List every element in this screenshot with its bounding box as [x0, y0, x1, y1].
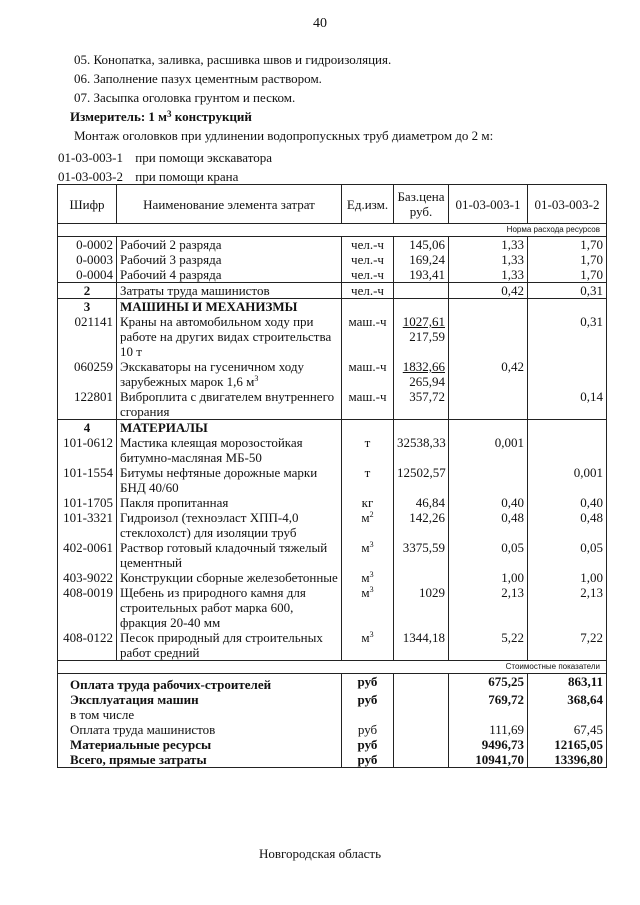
- unit-sup: 3: [369, 540, 374, 549]
- cell-price: [394, 465, 449, 495]
- cell-code: 122801: [58, 389, 117, 420]
- cell-price-main: 1029: [419, 585, 445, 600]
- table-row: [58, 359, 607, 389]
- cell-v1: 0,48: [449, 510, 528, 540]
- variant-text: при помощи крана: [135, 169, 239, 184]
- summary-name: в том числе: [58, 707, 342, 722]
- variant-code: 01-03-003-2: [58, 169, 123, 184]
- cell-v1: 0,42: [449, 359, 528, 389]
- intro-block: [58, 50, 618, 145]
- summary-v2: [528, 707, 607, 722]
- cell-unit: [342, 283, 394, 299]
- table-row: [58, 510, 607, 540]
- cell-unit: [342, 420, 394, 436]
- cell-v2: [528, 435, 607, 465]
- cell-name: [117, 510, 342, 540]
- cell-v2: 0,31: [528, 283, 607, 299]
- cost-label: Стоимостные показатели: [58, 661, 607, 674]
- cell-code: 4: [58, 420, 117, 436]
- cell-name-text: МАТЕРИАЛЫ: [120, 420, 208, 435]
- cell-price: [394, 252, 449, 267]
- cell-unit: [342, 630, 394, 661]
- summary-v2: 368,64: [528, 692, 607, 707]
- cell-unit: [342, 299, 394, 315]
- cell-name-text: Рабочий 2 разряда: [120, 237, 222, 252]
- cell-v2: [528, 299, 607, 315]
- cell-price: [394, 389, 449, 420]
- name-sup: 3: [254, 374, 259, 383]
- cell-code: 408-0019: [58, 585, 117, 630]
- summary-unit: руб: [342, 692, 394, 707]
- cell-v2: [528, 359, 607, 389]
- cell-name: [117, 267, 342, 283]
- cell-name-text: Экскаваторы на гусеничном ходу зарубежных марок 1,6 м: [120, 359, 305, 389]
- cell-code: 101-1705: [58, 495, 117, 510]
- cell-price: [394, 267, 449, 283]
- summary-v1: [449, 707, 528, 722]
- summary-row: [58, 722, 607, 737]
- cell-name: [117, 237, 342, 253]
- cell-code: 101-3321: [58, 510, 117, 540]
- summary-v2: 12165,05: [528, 737, 607, 752]
- cell-unit-text: т: [364, 435, 371, 450]
- summary-v2: 67,45: [528, 722, 607, 737]
- cell-v1: 1,33: [449, 267, 528, 283]
- cell-v1: 1,00: [449, 570, 528, 585]
- cell-price-main: 32538,33: [397, 435, 446, 450]
- cell-name: [117, 314, 342, 359]
- cell-unit: [342, 465, 394, 495]
- cell-code: 101-0612: [58, 435, 117, 465]
- header-name: Наименование элемента затрат: [117, 185, 342, 224]
- cell-price-main: 12502,57: [397, 465, 446, 480]
- cell-v2: 1,70: [528, 267, 607, 283]
- page-number: 40: [313, 16, 327, 31]
- cell-unit: [342, 237, 394, 253]
- summary-price: [394, 674, 449, 693]
- table-row: [58, 283, 607, 299]
- table-row: [58, 465, 607, 495]
- cell-price: [394, 420, 449, 436]
- variant-text: при помощи экскаватора: [135, 150, 272, 165]
- table-row: [58, 630, 607, 661]
- cell-price-main: 1832,66: [402, 359, 445, 374]
- summary-price: [394, 707, 449, 722]
- cell-unit-text: маш.-ч: [348, 314, 387, 329]
- summary-row: [58, 692, 607, 707]
- step-06: 06. Заполнение пазух цементным раствором.: [74, 71, 322, 86]
- cell-code: 402-0061: [58, 540, 117, 570]
- cell-v1: 0,42: [449, 283, 528, 299]
- cell-price: [394, 570, 449, 585]
- cell-code: 3: [58, 299, 117, 315]
- table-row: [58, 540, 607, 570]
- cell-v1: 0,001: [449, 435, 528, 465]
- cell-v2: 1,70: [528, 237, 607, 253]
- cell-unit-text: чел.-ч: [351, 267, 384, 282]
- cell-v1: 2,13: [449, 585, 528, 630]
- cell-v2: 0,14: [528, 389, 607, 420]
- cell-name: [117, 570, 342, 585]
- cell-v1: [449, 465, 528, 495]
- cell-code: 408-0122: [58, 630, 117, 661]
- cell-name-text: Гидроизол (техноэласт ХПП-4,0 стеклохолст) для изоляции труб: [120, 510, 299, 540]
- table-body: [58, 224, 607, 768]
- cell-code: 0-0002: [58, 237, 117, 253]
- step-05: 05. Конопатка, заливка, расшивка швов и гидроизоляция.: [74, 52, 392, 67]
- cell-v1: [449, 420, 528, 436]
- cell-v1: 1,33: [449, 237, 528, 253]
- cell-unit-text: чел.-ч: [351, 252, 384, 267]
- table-row: [58, 389, 607, 420]
- meter-line: [58, 107, 618, 126]
- cell-unit-text: м: [361, 570, 370, 585]
- cell-name-text: Битумы нефтяные дорожные марки БНД 40/60: [120, 465, 318, 495]
- cell-v2: [528, 420, 607, 436]
- cell-price-main: 145,06: [409, 237, 445, 252]
- cell-name-text: Виброплита с двигателем внутреннего сгорания: [120, 389, 335, 419]
- header-unit: Ед.изм.: [342, 185, 394, 224]
- cell-code: 021141: [58, 314, 117, 359]
- variant-list: [58, 148, 458, 186]
- summary-unit: руб: [342, 752, 394, 768]
- variant-1: [58, 148, 458, 167]
- summary-unit: [342, 707, 394, 722]
- cell-unit-text: м: [361, 630, 370, 645]
- summary-name: Эксплуатация машин: [58, 692, 342, 707]
- unit-sup: 3: [369, 585, 374, 594]
- summary-v1: 675,25: [449, 674, 528, 693]
- cell-name: [117, 299, 342, 315]
- cell-unit: [342, 570, 394, 585]
- cell-unit-text: чел.-ч: [351, 283, 384, 298]
- cell-price-main: 46,84: [415, 495, 445, 510]
- resource-table: [57, 184, 607, 768]
- summary-row: [58, 752, 607, 768]
- cell-v1: [449, 314, 528, 359]
- cell-v1: 0,05: [449, 540, 528, 570]
- cell-price: [394, 237, 449, 253]
- cell-price: [394, 359, 449, 389]
- cell-code: 060259: [58, 359, 117, 389]
- table-row: [58, 267, 607, 283]
- cell-code: 0-0004: [58, 267, 117, 283]
- cell-name-text: Затраты труда машинистов: [120, 283, 270, 298]
- cell-v1: 1,33: [449, 252, 528, 267]
- cell-v1: 0,40: [449, 495, 528, 510]
- summary-unit: руб: [342, 674, 394, 693]
- cell-name-text: Рабочий 4 разряда: [120, 267, 222, 282]
- cell-price-main: 357,72: [409, 389, 445, 404]
- summary-row: [58, 674, 607, 693]
- header-price: Баз.цена руб.: [394, 185, 449, 224]
- cell-unit: [342, 359, 394, 389]
- summary-v1: 9496,73: [449, 737, 528, 752]
- summary-unit: руб: [342, 722, 394, 737]
- cell-name-text: Щебень из природного камня для строительных работ марка 600, фракция 20-40 мм: [120, 585, 306, 630]
- norm-label-row: [58, 224, 607, 237]
- summary-name: Всего, прямые затраты: [58, 752, 342, 768]
- summary-price: [394, 722, 449, 737]
- cell-price: [394, 435, 449, 465]
- summary-v2: 13396,80: [528, 752, 607, 768]
- meter-sup: 3: [167, 109, 172, 119]
- cell-price-machinist: 217,59: [409, 329, 445, 344]
- cell-name: [117, 359, 342, 389]
- step-07: 07. Засыпка оголовка грунтом и песком.: [74, 90, 296, 105]
- cell-v2: 0,001: [528, 465, 607, 495]
- cell-name-text: Песок природный для строительных работ средний: [120, 630, 323, 660]
- meter-prefix: Измеритель: 1 м: [70, 109, 168, 124]
- cell-v2: 0,48: [528, 510, 607, 540]
- cell-v2: 0,05: [528, 540, 607, 570]
- cell-name: [117, 389, 342, 420]
- header-code: Шифр: [58, 185, 117, 224]
- cell-name-text: Конструкции сборные железобетонные: [120, 570, 338, 585]
- summary-row: [58, 737, 607, 752]
- table-row: [58, 314, 607, 359]
- cell-unit-text: маш.-ч: [348, 389, 387, 404]
- cell-price-main: 3375,59: [402, 540, 445, 555]
- cell-name: [117, 540, 342, 570]
- cell-price: [394, 510, 449, 540]
- summary-name: Оплата труда машинистов: [58, 722, 342, 737]
- cell-code: 403-9022: [58, 570, 117, 585]
- table-row: [58, 570, 607, 585]
- summary-unit: руб: [342, 737, 394, 752]
- cell-v1: [449, 389, 528, 420]
- cell-price-main: 1344,18: [402, 630, 445, 645]
- cell-v2: 1,00: [528, 570, 607, 585]
- summary-price: [394, 692, 449, 707]
- summary-price: [394, 752, 449, 768]
- cell-unit: [342, 314, 394, 359]
- header-col1: 01-03-003-1: [449, 185, 528, 224]
- cell-unit: [342, 495, 394, 510]
- cell-unit: [342, 510, 394, 540]
- cell-code: 101-1554: [58, 465, 117, 495]
- summary-name: Материальные ресурсы: [58, 737, 342, 752]
- cell-v2: 2,13: [528, 585, 607, 630]
- cell-unit: [342, 389, 394, 420]
- unit-sup: 3: [369, 570, 374, 579]
- cell-price: [394, 495, 449, 510]
- unit-sup: 3: [369, 630, 374, 639]
- cell-unit: [342, 267, 394, 283]
- table-row: [58, 237, 607, 253]
- cell-unit-text: т: [364, 465, 371, 480]
- table-row: [58, 420, 607, 436]
- unit-sup: 2: [369, 510, 374, 519]
- cell-unit-text: маш.-ч: [348, 359, 387, 374]
- cell-name: [117, 283, 342, 299]
- cell-price: [394, 314, 449, 359]
- cell-name-text: Рабочий 3 разряда: [120, 252, 222, 267]
- cell-unit-text: чел.-ч: [351, 237, 384, 252]
- cell-v2: 1,70: [528, 252, 607, 267]
- table-row: [58, 252, 607, 267]
- table-header-row: [58, 185, 607, 224]
- cell-name: [117, 435, 342, 465]
- work-title: Монтаж оголовков при удлинении водопропускных труб диаметром до 2 м:: [74, 128, 494, 143]
- cell-name-text: Пакля пропитанная: [120, 495, 229, 510]
- cell-unit: [342, 585, 394, 630]
- cell-price: [394, 540, 449, 570]
- cell-unit-text: м: [361, 585, 370, 600]
- cell-price-main: 169,24: [409, 252, 445, 267]
- summary-v1: 769,72: [449, 692, 528, 707]
- cell-v2: 0,40: [528, 495, 607, 510]
- cell-name-text: МАШИНЫ И МЕХАНИЗМЫ: [120, 299, 298, 314]
- header-col2: 01-03-003-2: [528, 185, 607, 224]
- variant-code: 01-03-003-1: [58, 150, 123, 165]
- table-row: [58, 299, 607, 315]
- cell-price-main: 193,41: [409, 267, 445, 282]
- cell-price: [394, 299, 449, 315]
- cell-name: [117, 585, 342, 630]
- table-row: [58, 585, 607, 630]
- cell-unit: [342, 540, 394, 570]
- summary-v2: 863,11: [528, 674, 607, 693]
- cell-v2: 0,31: [528, 314, 607, 359]
- table-row: [58, 495, 607, 510]
- cost-label-row: [58, 661, 607, 674]
- cell-price: [394, 585, 449, 630]
- cell-name-text: Мастика клеящая морозостойкая битумно-масляная МБ-50: [120, 435, 303, 465]
- cell-name-text: Краны на автомобильном ходу при работе на других видах строительства 10 т: [120, 314, 332, 359]
- summary-price: [394, 737, 449, 752]
- cell-price-main: 1027,61: [402, 314, 445, 329]
- cell-unit: [342, 252, 394, 267]
- cell-unit: [342, 435, 394, 465]
- norm-label: Норма расхода ресурсов: [58, 224, 607, 237]
- cell-price-machinist: 265,94: [409, 374, 445, 389]
- summary-v1: 10941,70: [449, 752, 528, 768]
- cell-v2: 7,22: [528, 630, 607, 661]
- cell-v1: 5,22: [449, 630, 528, 661]
- cell-v1: [449, 299, 528, 315]
- cell-name: [117, 420, 342, 436]
- summary-row: [58, 707, 607, 722]
- cell-price: [394, 630, 449, 661]
- cell-name: [117, 465, 342, 495]
- cell-name: [117, 495, 342, 510]
- table-row: [58, 435, 607, 465]
- cell-name: [117, 630, 342, 661]
- cell-name: [117, 252, 342, 267]
- cell-unit-text: м: [361, 540, 370, 555]
- summary-name: Оплата труда рабочих-строителей: [58, 674, 342, 693]
- cell-unit-text: м: [361, 510, 370, 525]
- summary-v1: 111,69: [449, 722, 528, 737]
- cell-code: 0-0003: [58, 252, 117, 267]
- cell-name-text: Раствор готовый кладочный тяжелый цементный: [120, 540, 328, 570]
- footer-region: Новгородская область: [258, 846, 382, 861]
- cell-code: 2: [58, 283, 117, 299]
- meter-suffix: конструкций: [171, 109, 252, 124]
- cell-unit-text: кг: [361, 495, 374, 510]
- cell-price: [394, 283, 449, 299]
- cell-price-main: 142,26: [409, 510, 445, 525]
